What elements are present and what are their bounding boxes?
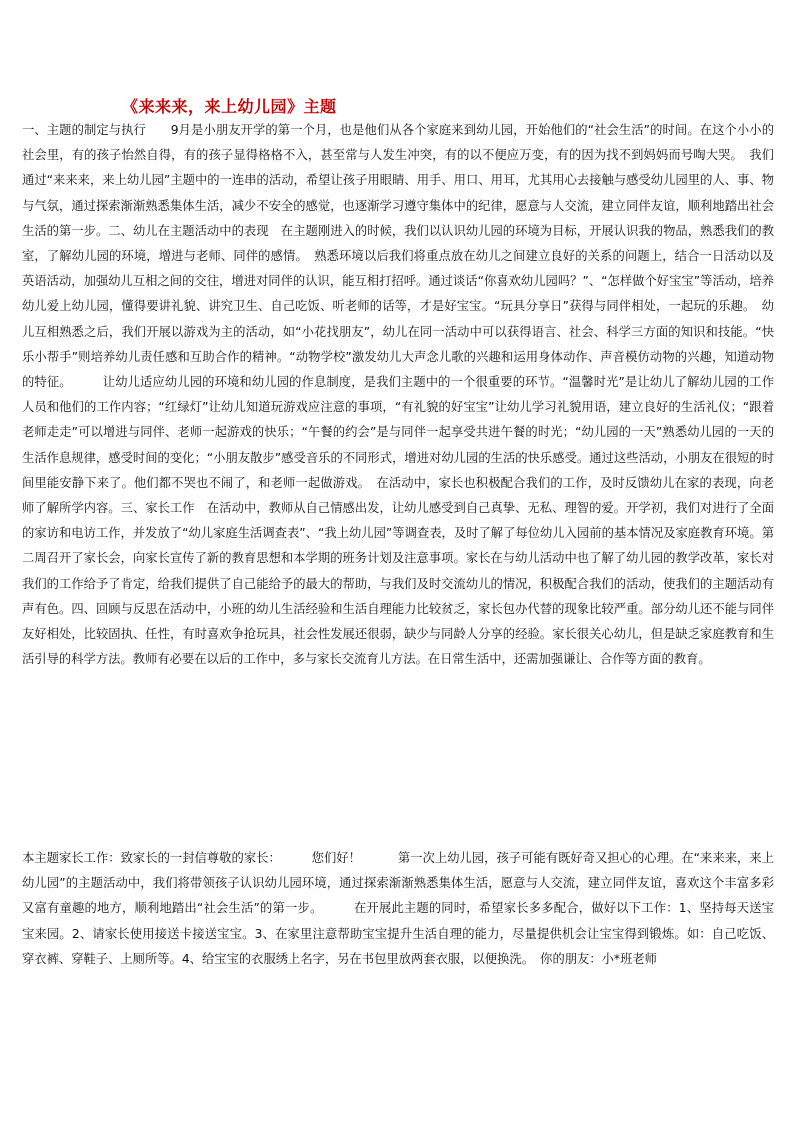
document-title: 《来来来，来上幼儿园》主题 [122,97,337,116]
paragraph-parent-letter: 本主题家长工作：致家长的一封信尊敬的家长： 您们好！ 第一次上幼儿园，孩子可能有既好奇又担心的心理。在“来来来，来上幼儿园”的主题活动中，我们将带领孩子认识幼儿园环境，通过探索渐渐熟悉集体生活，愿意与人交流，建立同伴友谊，喜欢这个丰富多彩又富有童趣的地方，顺利地踏出“社会生活”的第一步。 在开展此主题的同时，希望家长多多配合，做好以下工作：1、坚持每天送宝宝来园。2、请家长使用接送卡接送宝宝。3、在家里注意帮助宝宝提升生活自理的能力，尽量提供机会让宝宝得到锻炼。如：自己吃饭、穿衣裤、穿鞋子、上厕所等。4、给宝宝的衣服绣上名字，另在书包里放两套衣服，以便换洗。 你的朋友：小*班老师 [22,851,774,966]
paragraph-theme-summary: 一、主题的制定与执行 9月是小朋友开学的第一个月，也是他们从各个家庭来到幼儿园，开始他们的“社会生活”的时间。在这个小小的社会里，有的孩子怡然自得，有的孩子显得格格不入，甚至常与人发生冲突，有的以不便应万变，有的因为找不到妈妈而号啕大哭。 我们通过“来来来，来上幼儿园”主题中的一连串的活动，希望让孩子用眼睛、用手、用口、用耳，尤其用心去接触与感受幼儿园里的人、事、物与气氛，通过探索渐渐熟悉集体生活，减少不安全的感觉，也逐渐学习遵守集体中的纪律，愿意与人交流，建立同伴友谊，顺利地踏出社会生活的第一步。二、幼儿在主题活动中的表现 在主题刚进入的时候，我们以认识幼儿园的环境为目标，开展认识我的物品，熟悉我们的教室，了解幼儿园的环境，增进与老师、同伴的感情。 熟悉环境以后我们将重点放在幼儿之间建立良好的关系的问题上，结合一日活动以及英语活动，加强幼儿互相之间的交往，增进对同伴的认识，能互相打招呼。通过谈话“你喜欢幼儿园吗？”、“怎样做个好宝宝”等活动，培养幼儿爱上幼儿园，懂得要讲礼貌、讲究卫生、自己吃饭、听老师的话等，才是好宝宝。“玩具分享日”获得与同伴相处，一起玩的乐趣。 幼儿互相熟悉之后，我们开展以游戏为主的活动，如“小花找朋友”，幼儿在同一活动中可以获得语言、社会、科学三方面的知识和技能。“快乐小帮手”则培养幼儿责任感和互助合作的精神。“动物学校”激发幼儿大声念儿歌的兴趣和运用身体动作、声音模仿动物的兴趣，知道动物的特征。 让幼儿适应幼儿园的环境和幼儿园的作息制度，是我们主题中的一个很重要的环节。“温馨时光”是让幼儿了解幼儿园的工作人员和他们的工作内容；“红绿灯”让幼儿知道玩游戏应注意的事项，“有礼貌的好宝宝”让幼儿学习礼貌用语，建立良好的生活礼仪；“跟着老师走走”可以增进与同伴、老师一起游戏的快乐；“午餐的约会”是与同伴一起享受共进午餐的时光；“幼儿园的一天”熟悉幼儿园的一天的生活作息规律，感受时间的变化；“小朋友散步”感受音乐的不同形式，增进对幼儿园的生活的快乐感受。通过这些活动，小朋友在很短的时间里能安静下来了。他们都不哭也不闹了，和老师一起做游戏。 在活动中，家长也积极配合我们的工作，及时反馈幼儿在家的表现，向老师了解所学内容。三、家长工作 在活动中，教师从自己情感出发，让幼儿感受到自己真挚、无私、理智的爱。开学初，我们对进行了全面的家访和电访工作，并发放了“幼儿家庭生活调查表”、“我上幼儿园”等调查表，及时了解了每位幼儿入园前的基本情况及家庭教育环境。第二周召开了家长会，向家长宣传了新的教育思想和本学期的班务计划及注意事项。家长在与幼儿活动中也了解了幼儿园的教学改革，家长对我们的工作给予了肯定，给我们提供了自己能给予的最大的帮助，与我们及时交流幼儿的情况，积极配合我们的活动，使我们的主题活动有声有色。四、回顾与反思在活动中，小班的幼儿生活经验和生活自理能力比较贫乏，家长包办代替的现象比较严重。部分幼儿还不能与同伴友好相处，比较固执、任性，有时喜欢争抢玩具，社会性发展还很弱，缺少与同龄人分享的经验。家长很关心幼儿，但是缺乏家庭教育和生活引导的科学方法。教师有必要在以后的工作中，多与家长交流育儿方法。在日常生活中，还需加强谦让、合作等方面的教育。 [22,123,774,667]
